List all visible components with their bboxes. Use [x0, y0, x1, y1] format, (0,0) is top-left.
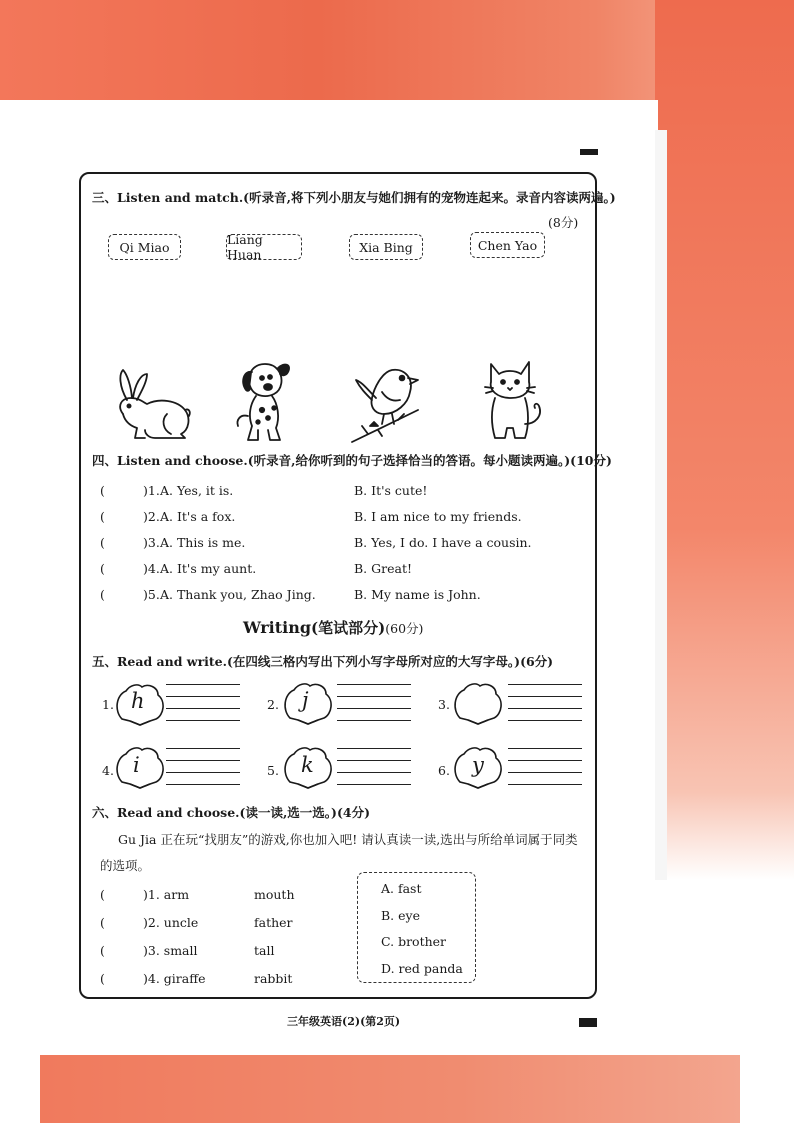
section3-title: 三、Listen and match.(听录音,将下列小朋友与她们拥有的宠物连起来。录音内容读两遍。)	[92, 190, 616, 205]
option-a: A. Thank you, Zhao Jing.	[160, 587, 316, 602]
option-b: B. It's cute!	[354, 483, 428, 498]
option-b: B. Great!	[354, 561, 412, 576]
exam-frame	[79, 172, 597, 999]
question-word: mouth	[254, 887, 295, 902]
section6-title: 六、Read and choose.(读一读,选一选。)(4分)	[92, 805, 370, 820]
paper-edge	[655, 130, 667, 880]
answer-paren[interactable]: (	[100, 561, 105, 576]
registration-mark-top	[580, 149, 598, 155]
answer-paren[interactable]: (	[100, 509, 105, 524]
name-box-liang-huan[interactable]: Liang Huan	[226, 234, 302, 260]
orange-background-bottom	[40, 1055, 740, 1123]
choice-b[interactable]: B. eye	[381, 908, 420, 923]
section6-intro-line2: 的选项。	[100, 858, 151, 873]
choice-a[interactable]: A. fast	[381, 881, 422, 896]
item-number: 5.	[267, 763, 279, 778]
writing-lines[interactable]	[508, 748, 582, 784]
shell-icon	[114, 746, 166, 790]
answer-paren[interactable]: (	[100, 915, 105, 930]
question-word: tall	[254, 943, 275, 958]
item-number: 4.	[102, 763, 114, 778]
name-box-chen-yao[interactable]: Chen Yao	[470, 232, 545, 258]
item-number: 3.	[438, 697, 450, 712]
section5-title: 五、Read and write.(在四线三格内写出下列小写字母所对应的大写字母。)(6分)	[92, 654, 554, 669]
question-number: )2.	[143, 509, 160, 524]
section4-title: 四、Listen and choose.(听录音,给你听到的句子选择恰当的答语。每小题读两遍。)(10分)	[92, 453, 612, 468]
item-number: 1.	[102, 697, 114, 712]
option-b: B. Yes, I do. I have a cousin.	[354, 535, 532, 550]
answer-paren[interactable]: (	[100, 943, 105, 958]
item-number: 2.	[267, 697, 279, 712]
lowercase-letter: i	[133, 753, 140, 777]
registration-mark-bottom	[579, 1018, 597, 1027]
orange-background-right	[655, 0, 794, 880]
option-b: B. I am nice to my friends.	[354, 509, 522, 524]
option-a: A. This is me.	[160, 535, 246, 550]
question-item: )4. giraffe	[143, 971, 206, 986]
question-item: )1. arm	[143, 887, 190, 902]
cat-icon[interactable]	[483, 358, 545, 444]
writing-heading: Writing(笔试部分)(60分)	[243, 618, 424, 637]
shell-icon	[452, 682, 504, 726]
writing-lines[interactable]	[508, 684, 582, 720]
question-word: rabbit	[254, 971, 293, 986]
answer-paren[interactable]: (	[100, 887, 105, 902]
choice-c[interactable]: C. brother	[381, 934, 447, 949]
question-number: )3.	[143, 535, 160, 550]
question-number: )5.	[143, 587, 160, 602]
writing-lines[interactable]	[337, 748, 411, 784]
option-a: A. It's a fox.	[160, 509, 236, 524]
question-number: )4.	[143, 561, 160, 576]
lowercase-letter: y	[472, 753, 484, 777]
question-item: )2. uncle	[143, 915, 199, 930]
writing-lines[interactable]	[166, 748, 240, 784]
question-item: )3. small	[143, 943, 198, 958]
section3-score: (8分)	[548, 215, 579, 230]
option-a: A. Yes, it is.	[160, 483, 234, 498]
option-a: A. It's my aunt.	[160, 561, 257, 576]
option-b: B. My name is John.	[354, 587, 481, 602]
question-word: father	[254, 915, 293, 930]
section6-intro-line1: Gu Jia 正在玩“找朋友”的游戏,你也加入吧! 请认真读一读,选出与所给单词属于同类	[118, 832, 578, 847]
writing-lines[interactable]	[337, 684, 411, 720]
dog-icon[interactable]	[228, 360, 294, 446]
page-footer: 三年级英语(2)(第2页)	[287, 1015, 401, 1028]
choice-d[interactable]: D. red panda	[381, 961, 463, 976]
lowercase-letter: h	[131, 689, 145, 713]
writing-lines[interactable]	[166, 684, 240, 720]
rabbit-icon[interactable]	[105, 368, 191, 442]
answer-paren[interactable]: (	[100, 971, 105, 986]
answer-paren[interactable]: (	[100, 587, 105, 602]
bird-icon[interactable]	[348, 364, 422, 446]
name-box-xia-bing[interactable]: Xia Bing	[349, 234, 423, 260]
name-box-qi-miao[interactable]: Qi Miao	[108, 234, 181, 260]
question-number: )1.	[143, 483, 160, 498]
lowercase-letter: k	[301, 753, 314, 777]
answer-paren[interactable]: (	[100, 535, 105, 550]
lowercase-letter: j	[302, 688, 309, 712]
item-number: 6.	[438, 763, 450, 778]
answer-paren[interactable]: (	[100, 483, 105, 498]
